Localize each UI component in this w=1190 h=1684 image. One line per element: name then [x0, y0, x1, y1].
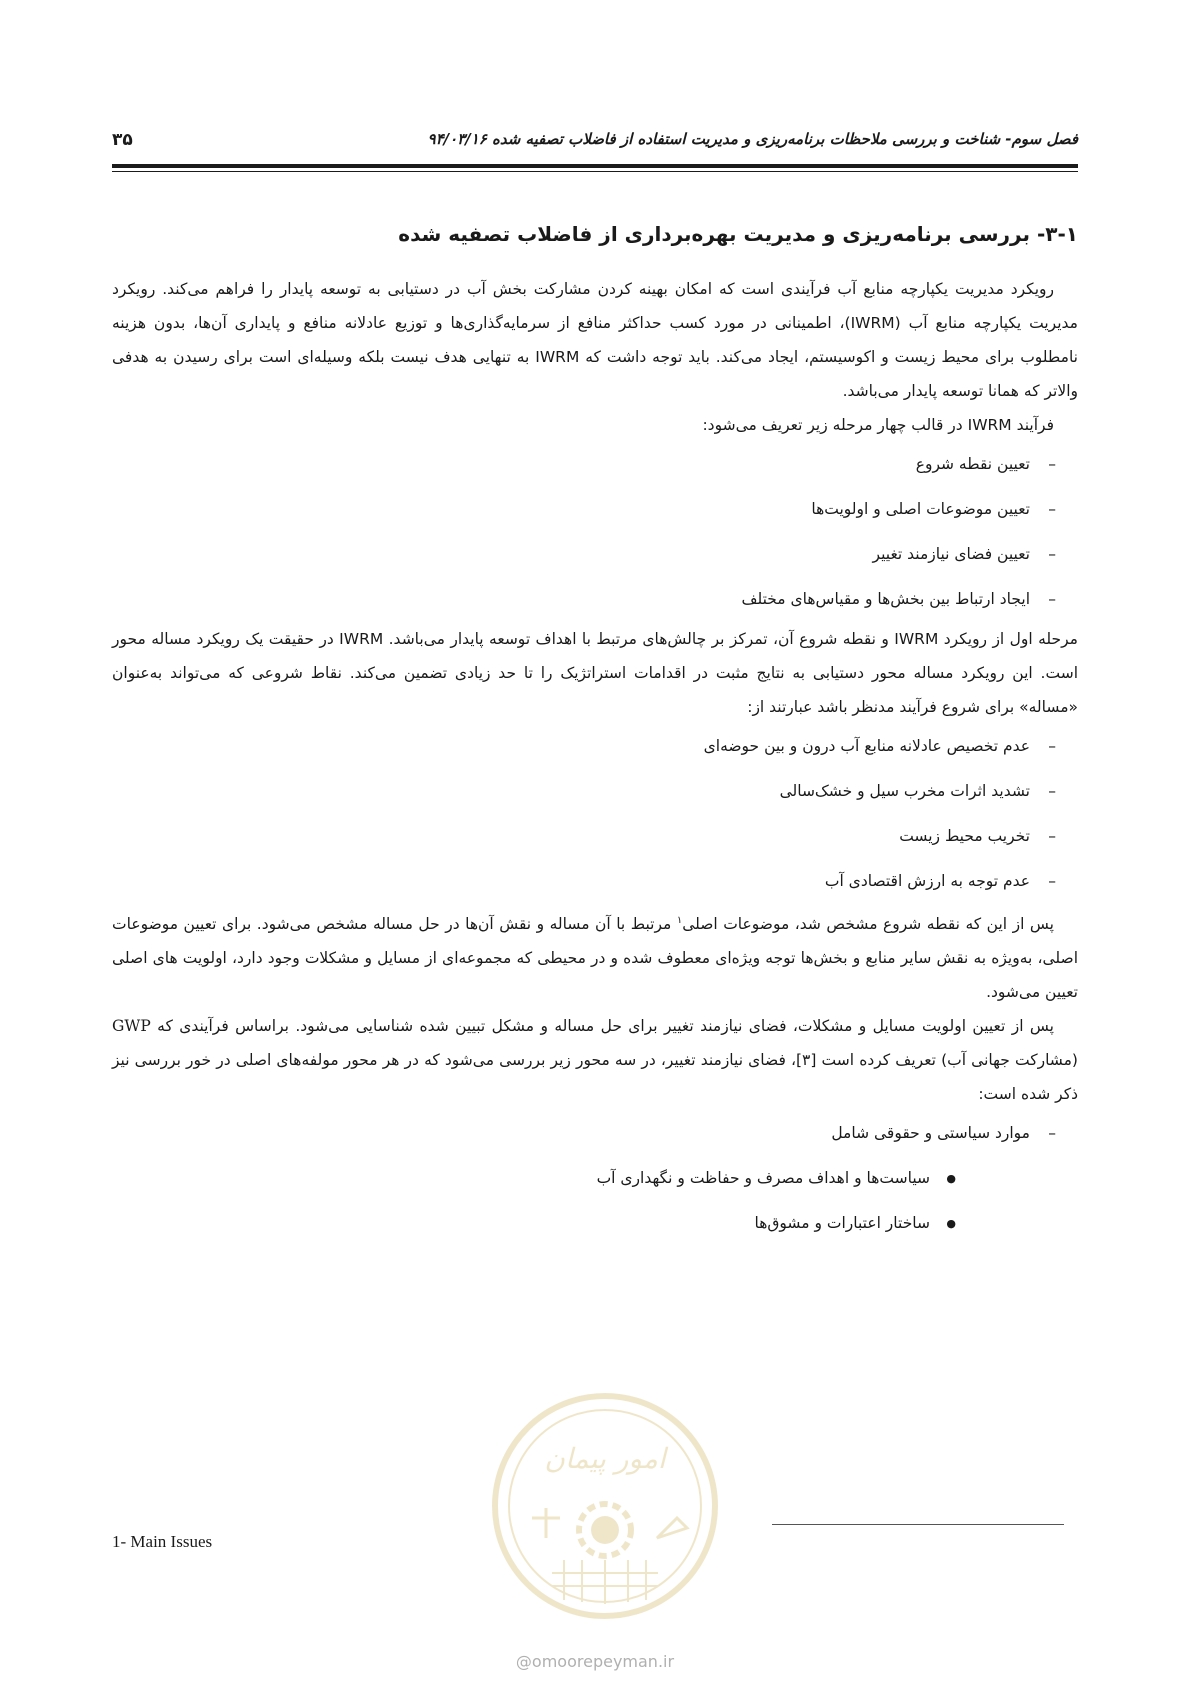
paragraph-5-text-b: (مشارکت جهانی آب) تعریف کرده است [۳]، فضای نیازمند تغییر، در سه محور زیر بررسی می‌شود که در هر محور مولفه‌های اصلی در خور بررسی نیز ذکر شده است: [112, 1051, 1078, 1104]
list-item: – تعیین موضوعات اصلی و اولویت‌ها [112, 487, 1056, 532]
paragraph-4-text-b: مرتبط با آن مساله و نقش آن‌ها در حل مساله مشخص می‌شود. برای تعیین موضوعات اصلی، به‌ویژه به نقش سایر منابع و بخش‌ها توجه ویژه‌ای معطوف شده و در محیطی که مجموعه‌ای از مسایل و مشکلات وجود دارد، اولویت های اصلی تعیین می‌شود. [112, 915, 1078, 1002]
list-item: ● ساختار اعتبارات و مشوق‌ها [112, 1201, 958, 1246]
header-rule [112, 164, 1078, 168]
paragraph-5 [112, 1009, 1078, 1111]
paragraph-1: رویکرد مدیریت یکپارچه منابع آب فرآیندی است که امکان بهینه کردن مشارکت بخش آب در دستیابی به توسعه پایدار را فراهم می‌کند. رویکرد مدیریت یکپارچه منابع آب (IWRM)، اطمینانی در مورد کسب حداکثر منافع از سرمایه‌گذاری‌ها و توزیع عادلانه منافع و پایداری آن‌ها، بدون هزینه نامطلوب برای محیط زیست و اکوسیستم، ایجاد می‌کند. باید توجه داشت که IWRM به تنهایی هدف نیست بلکه وسیله‌ای است برای رسیدن به هدفی والاتر که همانا توسعه پایدار می‌باشد. [112, 280, 1078, 400]
paragraph-5-text-a: پس از تعیین اولویت مسایل و مشکلات، فضای نیازمند تغییر برای حل مساله و مشکل تبیین شده شناسایی می‌شود. براساس فرآیندی که [150, 1017, 1054, 1036]
body-content [112, 218, 1078, 1246]
stages-list [112, 442, 1078, 622]
policy-items-list [112, 1156, 1078, 1246]
page-header [112, 130, 1078, 160]
list-item: – تعیین فضای نیازمند تغییر [112, 532, 1056, 577]
watermark-url: @omoorepeyman.ir [515, 1652, 675, 1671]
paragraph-4 [112, 904, 1078, 1009]
footnote-rule [772, 1524, 1064, 1525]
list-item: – عدم توجه به ارزش اقتصادی آب [112, 859, 1056, 904]
paragraph-2: فرآیند IWRM در قالب چهار مرحله زیر تعریف می‌شود: [702, 416, 1054, 434]
list-item: – تخریب محیط زیست [112, 814, 1056, 859]
section-title: ۳-۱- بررسی برنامه‌ریزی و مدیریت بهره‌برداری از فاضلاب تصفیه شده [398, 222, 1078, 246]
page-number: ۳۵ [112, 130, 133, 150]
list-item: – تشدید اثرات مخرب سیل و خشک‌سالی [112, 769, 1056, 814]
problems-list [112, 724, 1078, 904]
gwp-term: GWP [112, 1017, 151, 1036]
paragraph-3: مرحله اول از رویکرد IWRM و نقطه شروع آن، تمرکز بر چالش‌های مرتبط با اهداف توسعه پایدار می‌باشد. IWRM در حقیقت یک رویکرد مساله محور است. این رویکرد مساله محور دستیابی به نتایج مثبت در اقدامات استراتژیک را تا حد زیادی تضمین می‌کند. نقاط شروعی که می‌تواند به‌عنوان «مساله» برای شروع فرآیند مدنظر باشد عبارتند از: [112, 630, 1078, 716]
list-item: – عدم تخصیص عادلانه منابع آب درون و بین حوضه‌ای [112, 724, 1056, 769]
watermark-text: امور پیمان [544, 1442, 666, 1475]
watermark-url-text: omoorepeyman.ir [531, 1652, 675, 1671]
list-item: ● سیاست‌ها و اهداف مصرف و حفاظت و نگهداری آب [112, 1156, 958, 1201]
list-item: – موارد سیاستی و حقوقی شامل [112, 1111, 1056, 1156]
list-item: – تعیین نقطه شروع [112, 442, 1056, 487]
watermark-seal [482, 1388, 728, 1624]
list-item: – ایجاد ارتباط بین بخش‌ها و مقیاس‌های مختلف [112, 577, 1056, 622]
chapter-title: فصل سوم- شناخت و بررسی ملاحظات برنامه‌ریزی و مدیریت استفاده از فاضلاب تصفیه شده ۹۴/۰۳/۱۶ [427, 130, 1078, 148]
footnote-ref: ۱ [676, 915, 683, 926]
header-rule-thin [112, 171, 1078, 172]
axes-list [112, 1111, 1078, 1156]
paragraph-4-text-a: پس از این که نقطه شروع مشخص شد، موضوعات اصلی [682, 915, 1054, 934]
footnote: 1- Main Issues [112, 1532, 213, 1551]
